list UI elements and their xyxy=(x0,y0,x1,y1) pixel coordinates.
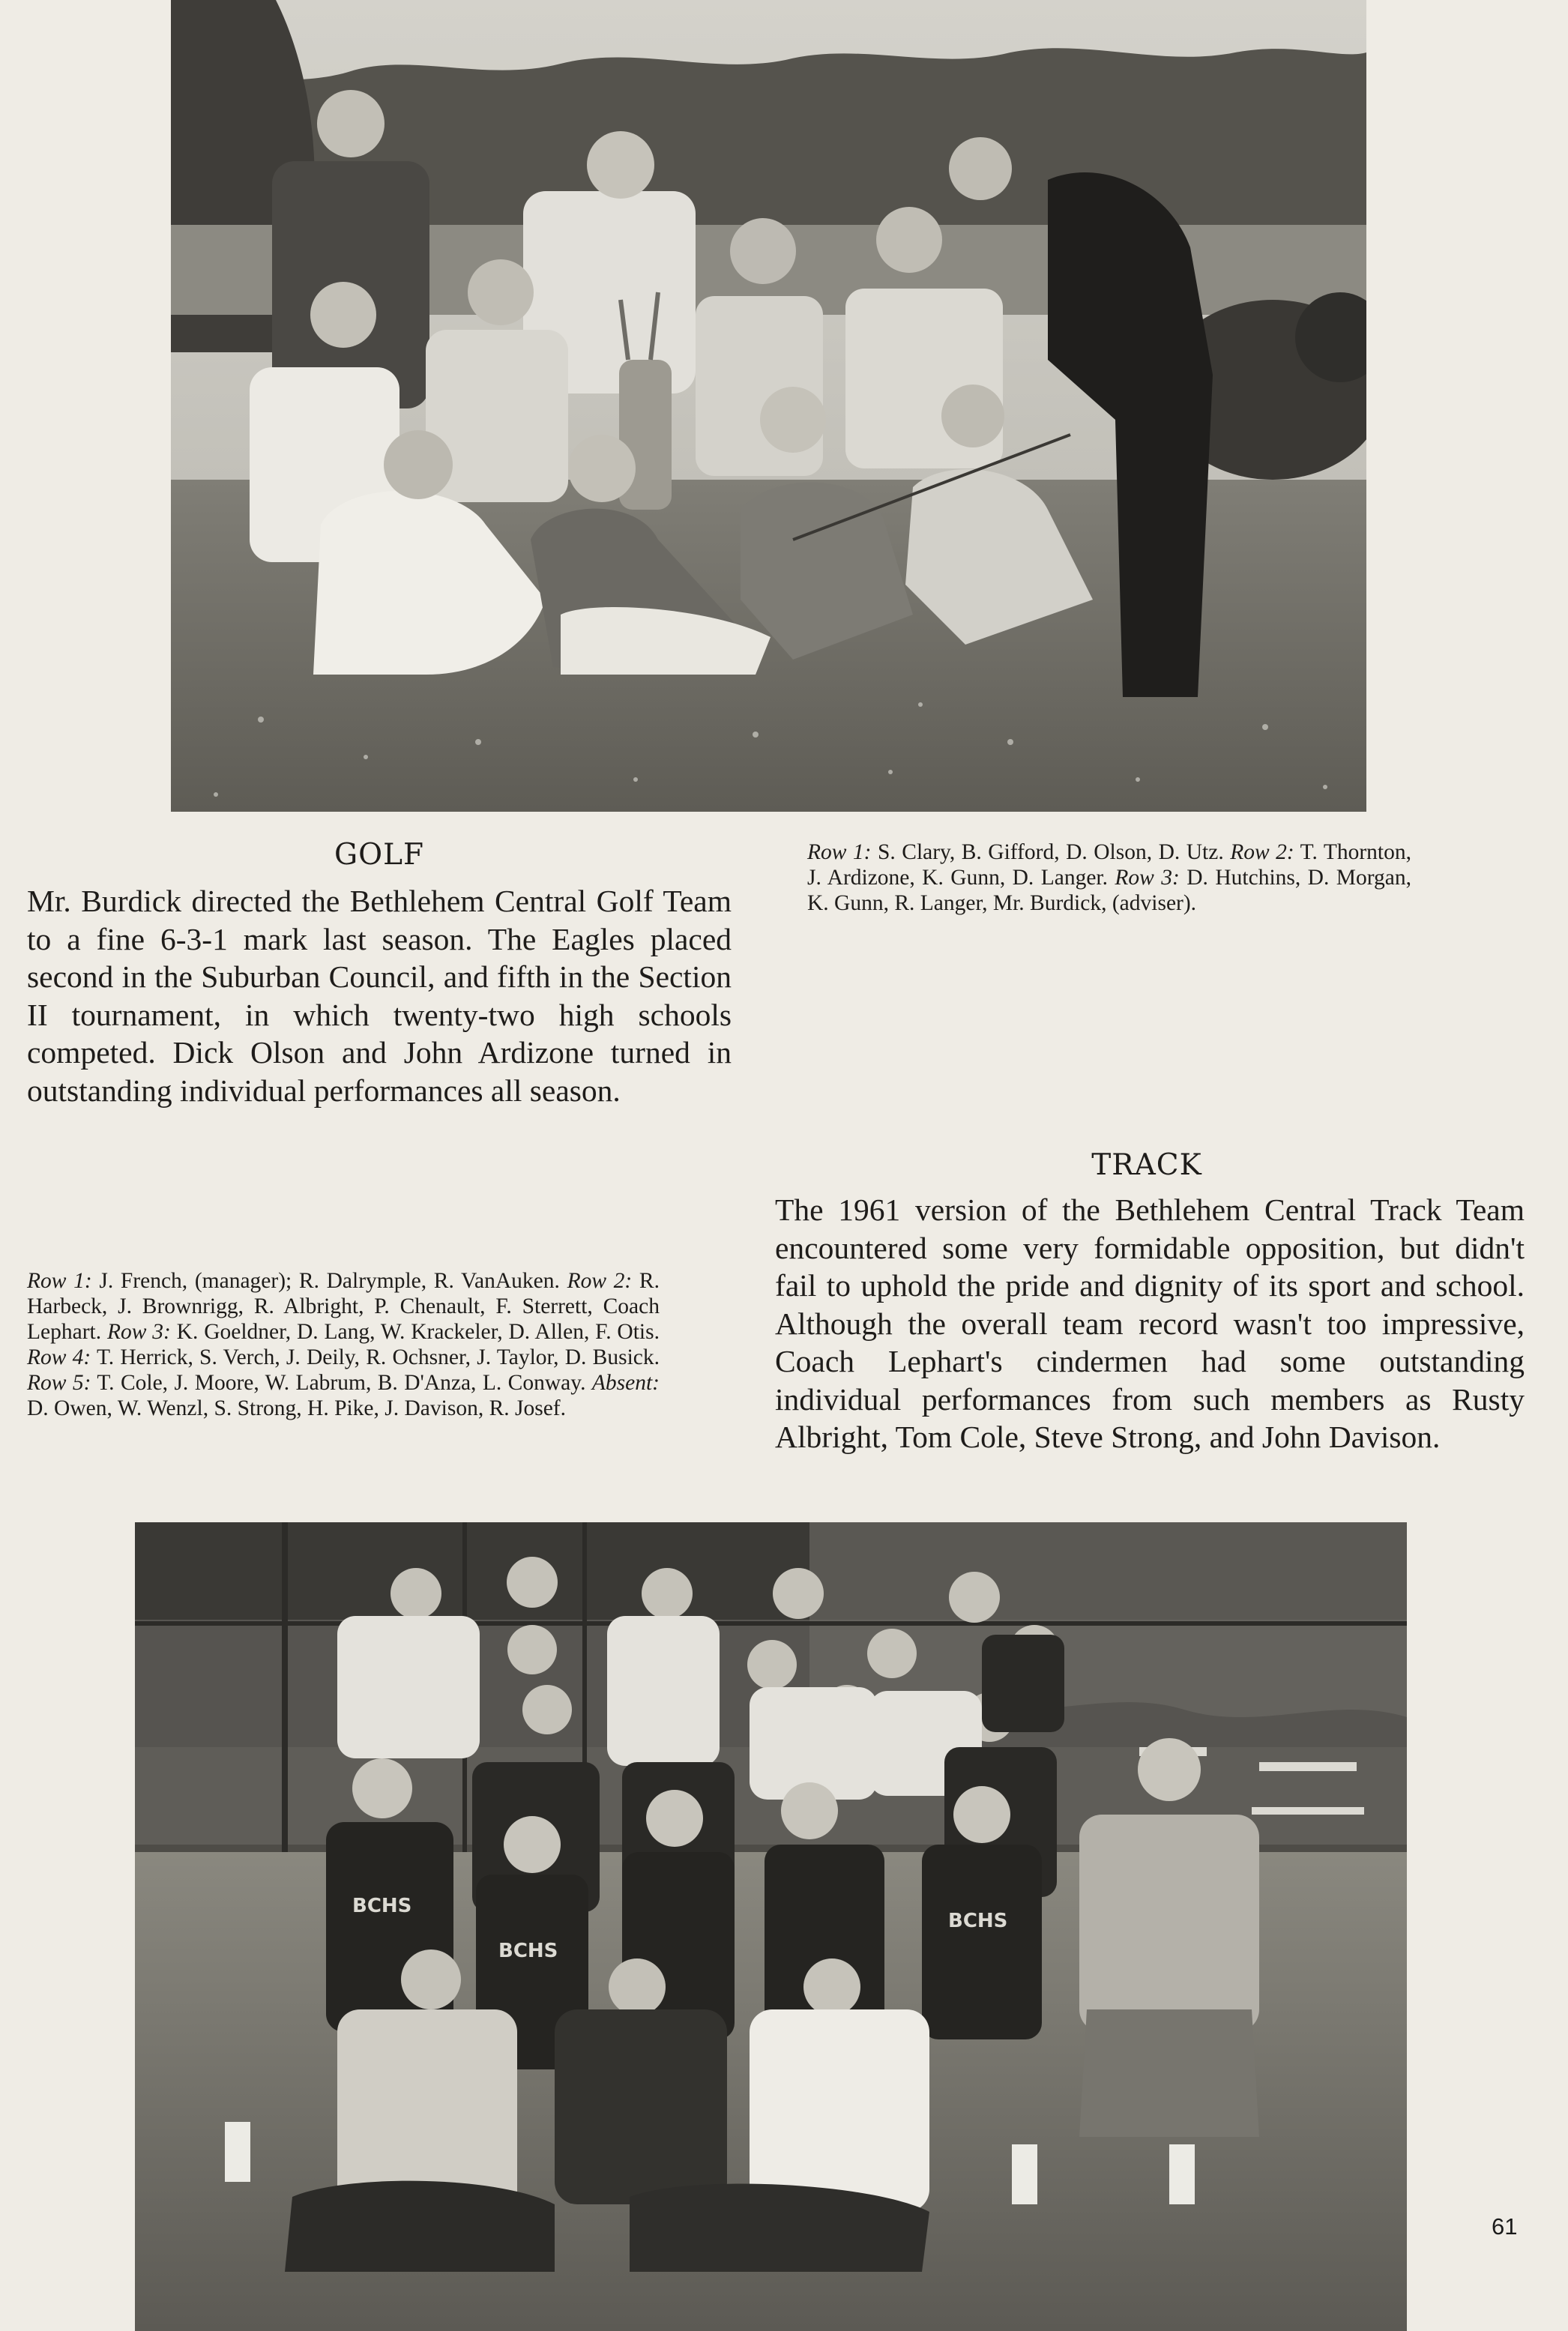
golf-description: Mr. Burdick directed the Bethlehem Central Golf Team to a fine 6-3-1 mark last season. The Eagles placed second in the Suburban Council, and fifth in the Section II tournament, in which twenty-two high schools competed. Dick Olson and John Ardizone turned in outstanding individual performances all season. xyxy=(27,884,732,1108)
caption-row-names: D. Hutchins, D. Morgan, K. Gunn, R. Langer, Mr. Burdick, (adviser). xyxy=(807,866,1411,915)
caption-row-label: Row 1: xyxy=(27,1269,92,1293)
caption-row-names: T. Herrick, S. Verch, J. Deily, R. Ochsner, J. Taylor, D. Busick. xyxy=(91,1345,660,1369)
jersey-lettering: BCHS xyxy=(948,1910,1008,1932)
caption-row-label: Row 2: xyxy=(1230,840,1294,864)
caption-row-names: T. Cole, J. Moore, W. Labrum, B. D'Anza, L. Conway. xyxy=(91,1371,592,1395)
golf-photo-caption xyxy=(807,839,1411,916)
caption-row-names: J. French, (manager); R. Dalrymple, R. VanAuken. xyxy=(91,1269,567,1293)
track-heading: TRACK xyxy=(1091,1148,1202,1182)
track-team-photo xyxy=(135,1522,1407,2331)
golf-team-photo xyxy=(171,0,1366,812)
caption-row-label: Row 4: xyxy=(27,1345,91,1369)
jersey-lettering: BCHS xyxy=(498,1940,558,1962)
track-photo-illustration xyxy=(135,1522,1407,2331)
caption-row-label: Row 2: xyxy=(567,1269,633,1293)
caption-row-names: S. Clary, B. Gifford, D. Olson, D. Utz. xyxy=(871,840,1231,864)
track-photo-caption xyxy=(27,1268,660,1421)
jersey-lettering: BCHS xyxy=(352,1895,412,1917)
caption-absent-label: Absent: xyxy=(591,1371,660,1395)
golf-heading: GOLF xyxy=(334,838,425,872)
caption-absent-names: D. Owen, W. Wenzl, S. Strong, H. Pike, J. Davison, R. Josef. xyxy=(27,1396,567,1420)
caption-row-names: T. Thornton, J. Ardizone, K. Gunn, D. Langer. xyxy=(807,840,1411,890)
track-description: The 1961 version of the Bethlehem Central Track Team encountered some very formidable opposition, but didn't fail to uphold the pride and dignity of its sport and school. Although the overall team record wasn't too impressive, Coach Lephart's cindermen had some outstanding individual performances from such members as Rusty Albright, Tom Cole, Steve Strong, and John Davison. xyxy=(775,1192,1525,1454)
caption-row-label: Row 1: xyxy=(807,840,872,864)
caption-row-names: K. Goeldner, D. Lang, W. Krackeler, D. Allen, F. Otis. xyxy=(170,1320,660,1344)
page-number: 61 xyxy=(1492,2213,1518,2240)
golf-photo-illustration xyxy=(171,0,1366,812)
caption-row-label: Row 3: xyxy=(106,1320,171,1344)
caption-row-label: Row 5: xyxy=(27,1371,91,1395)
caption-row-names: R. Harbeck, J. Brownrigg, R. Albright, P. Chenault, F. Sterrett, Coach Lephart. xyxy=(27,1269,660,1344)
caption-row-label: Row 3: xyxy=(1115,866,1180,890)
